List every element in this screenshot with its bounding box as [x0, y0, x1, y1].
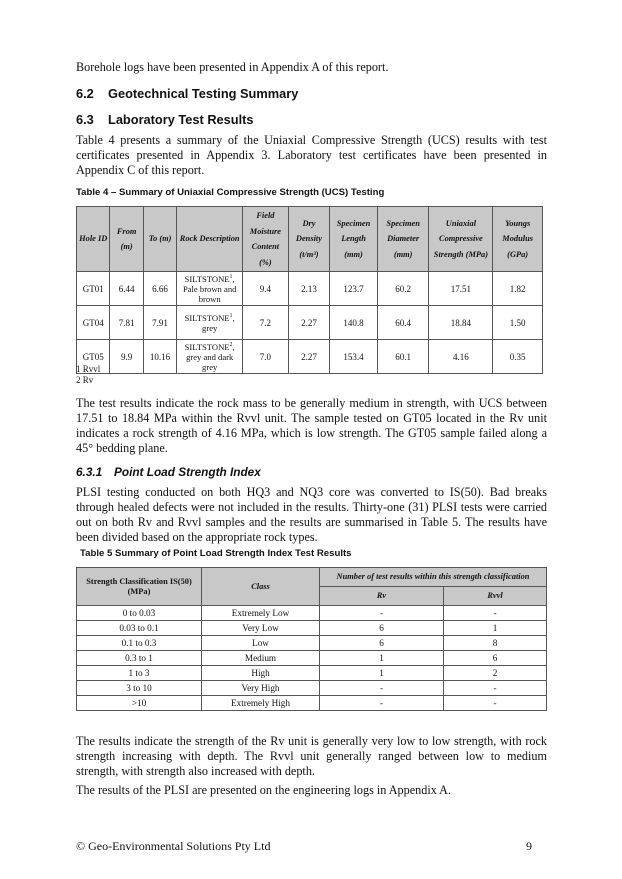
- table-row: [77, 621, 547, 636]
- cell-class: High: [202, 666, 320, 681]
- col-header-group: Number of test results within this strength classification: [320, 568, 547, 587]
- ucs-results-paragraph: The test results indicate the rock mass to be generally medium in strength, with UCS between 17.51 to 18.84 MPa within the Rvvl unit. The sample tested on GT05 located in the Rv unit indicates a rock strength of 4.16 MPa, which is low strength. The GT05 sample failed along a 45° bedding plane.: [76, 396, 547, 455]
- cell-moisture: 9.4: [243, 272, 289, 306]
- cell-description: SILTSTONE$^1$, Pale brown and brown: [177, 272, 243, 306]
- cell-class: Very High: [202, 681, 320, 696]
- cell-range: 0.03 to 0.1: [77, 621, 202, 636]
- table-row: [77, 272, 543, 306]
- ucs-table: [76, 206, 543, 374]
- cell-from: 9.9: [110, 340, 143, 374]
- cell-ucs: 17.51: [429, 272, 493, 306]
- col-header: Uniaxial Compressive Strength (MPa): [429, 207, 493, 272]
- section-6-2-heading: [76, 86, 298, 101]
- cell-description: SILTSTONE$^2$, grey and dark grey: [177, 340, 243, 374]
- table5-caption: Table 5 Summary of Point Load Strength Index Test Results: [80, 548, 352, 559]
- cell-hole: GT01: [77, 272, 110, 306]
- section-6-3-heading: [76, 112, 254, 127]
- cell-length: 153.4: [330, 340, 378, 374]
- cell-diameter: 60.4: [377, 306, 429, 340]
- note-line: 2 Rv: [76, 374, 94, 385]
- cell-rvvl: 2: [444, 666, 547, 681]
- intro-paragraph: Borehole logs have been presented in Appendix A of this report.: [76, 60, 389, 74]
- col-header-rv: Rv: [320, 587, 444, 606]
- cell-from: 6.44: [110, 272, 143, 306]
- cell-from: 7.81: [110, 306, 143, 340]
- cell-moisture: 7.0: [243, 340, 289, 374]
- section-title: Point Load Strength Index: [114, 465, 261, 479]
- cell-modulus: 0.35: [493, 340, 543, 374]
- cell-rv: 1: [320, 651, 444, 666]
- cell-range: 0.3 to 1: [77, 651, 202, 666]
- cell-density: 2.27: [288, 340, 330, 374]
- cell-rv: -: [320, 681, 444, 696]
- section-number: 6.2: [76, 86, 94, 101]
- section-title: Laboratory Test Results: [108, 112, 254, 127]
- cell-class: Extremely High: [202, 696, 320, 711]
- col-header-strength: Strength Classification IS(50) (MPa): [77, 568, 202, 606]
- cell-modulus: 1.82: [493, 272, 543, 306]
- cell-range: 0 to 0.03: [77, 606, 202, 621]
- section-title: Geotechnical Testing Summary: [108, 86, 299, 101]
- cell-hole: GT04: [77, 306, 110, 340]
- section-number: 6.3.1: [76, 465, 103, 479]
- table-row: [77, 651, 547, 666]
- cell-class: Low: [202, 636, 320, 651]
- table4-notes: [76, 364, 100, 385]
- cell-density: 2.27: [288, 306, 330, 340]
- cell-rv: -: [320, 696, 444, 711]
- cell-length: 123.7: [330, 272, 378, 306]
- table-row: [77, 666, 547, 681]
- strength-paragraph: The results indicate the strength of the Rv unit is generally very low to low strength, with rock strength increasing with depth. The Rvvl unit generally ranged between low to medium strength, with strength also increased with depth.: [76, 734, 547, 778]
- table-row: [77, 696, 547, 711]
- col-header: Hole ID: [77, 207, 110, 272]
- table-row: [77, 306, 543, 340]
- col-header-class: Class: [202, 568, 320, 606]
- page-number: 9: [526, 839, 532, 853]
- plsi-table: [76, 567, 547, 711]
- col-header: Dry Density (t/m³): [288, 207, 330, 272]
- cell-rv: 1: [320, 666, 444, 681]
- footer-company: © Geo-Environmental Solutions Pty Ltd: [76, 839, 271, 853]
- col-header: Rock Description: [177, 207, 243, 272]
- cell-ucs: 4.16: [429, 340, 493, 374]
- table-row: [77, 681, 547, 696]
- cell-class: Very Low: [202, 621, 320, 636]
- cell-to: 6.66: [143, 272, 176, 306]
- table-row: [77, 636, 547, 651]
- cell-rvvl: -: [444, 681, 547, 696]
- cell-range: 1 to 3: [77, 666, 202, 681]
- cell-density: 2.13: [288, 272, 330, 306]
- cell-range: >10: [77, 696, 202, 711]
- cell-diameter: 60.2: [377, 272, 429, 306]
- cell-rvvl: -: [444, 606, 547, 621]
- table-row: [77, 606, 547, 621]
- cell-rvvl: -: [444, 696, 547, 711]
- cell-rvvl: 6: [444, 651, 547, 666]
- col-header: Youngs Modulus (GPa): [493, 207, 543, 272]
- col-header-rvvl: Rvvl: [444, 587, 547, 606]
- col-header: From (m): [110, 207, 143, 272]
- cell-rv: -: [320, 606, 444, 621]
- cell-ucs: 18.84: [429, 306, 493, 340]
- cell-moisture: 7.2: [243, 306, 289, 340]
- cell-to: 10.16: [143, 340, 176, 374]
- cell-class: Extremely Low: [202, 606, 320, 621]
- table4-intro-paragraph: Table 4 presents a summary of the Uniaxial Compressive Strength (UCS) results with test certificates presented in Appendix 3. Laboratory test certificates have been presented in Appendix C of this report.: [76, 133, 547, 177]
- section-number: 6.3: [76, 112, 94, 127]
- cell-description: SILTSTONE$^1$, grey: [177, 306, 243, 340]
- cell-rv: 6: [320, 621, 444, 636]
- cell-length: 140.8: [330, 306, 378, 340]
- table-row: [77, 340, 543, 374]
- cell-to: 7.91: [143, 306, 176, 340]
- col-header: Specimen Length (mm): [330, 207, 378, 272]
- col-header: To (m): [143, 207, 176, 272]
- cell-range: 0.1 to 0.3: [77, 636, 202, 651]
- table-header-row: [77, 568, 547, 587]
- cell-rv: 6: [320, 636, 444, 651]
- plsi-paragraph: PLSI testing conducted on both HQ3 and NQ3 core was converted to IS(50). Bad breaks through healed defects were not included in the results. Thirty-one (31) PLSI tests were carried out on both Rv and Rvvl samples and the results are summarised in Table 5. The results have been divided based on the appropriate rock types.: [76, 485, 547, 544]
- section-6-3-1-heading: [76, 465, 261, 479]
- cell-rvvl: 1: [444, 621, 547, 636]
- cell-hole: GT05: [77, 340, 110, 374]
- cell-range: 3 to 10: [77, 681, 202, 696]
- note-line: 1 Rvvl: [76, 364, 101, 374]
- col-header: Specimen Diameter (mm): [377, 207, 429, 272]
- table4-caption: Table 4 – Summary of Uniaxial Compressive Strength (UCS) Testing: [76, 187, 385, 198]
- cell-modulus: 1.50: [493, 306, 543, 340]
- table-header-row: [77, 207, 543, 272]
- logs-paragraph: The results of the PLSI are presented on the engineering logs in Appendix A.: [76, 783, 452, 797]
- col-header: Field Moisture Content (%): [243, 207, 289, 272]
- cell-class: Medium: [202, 651, 320, 666]
- cell-diameter: 60.1: [377, 340, 429, 374]
- cell-rvvl: 8: [444, 636, 547, 651]
